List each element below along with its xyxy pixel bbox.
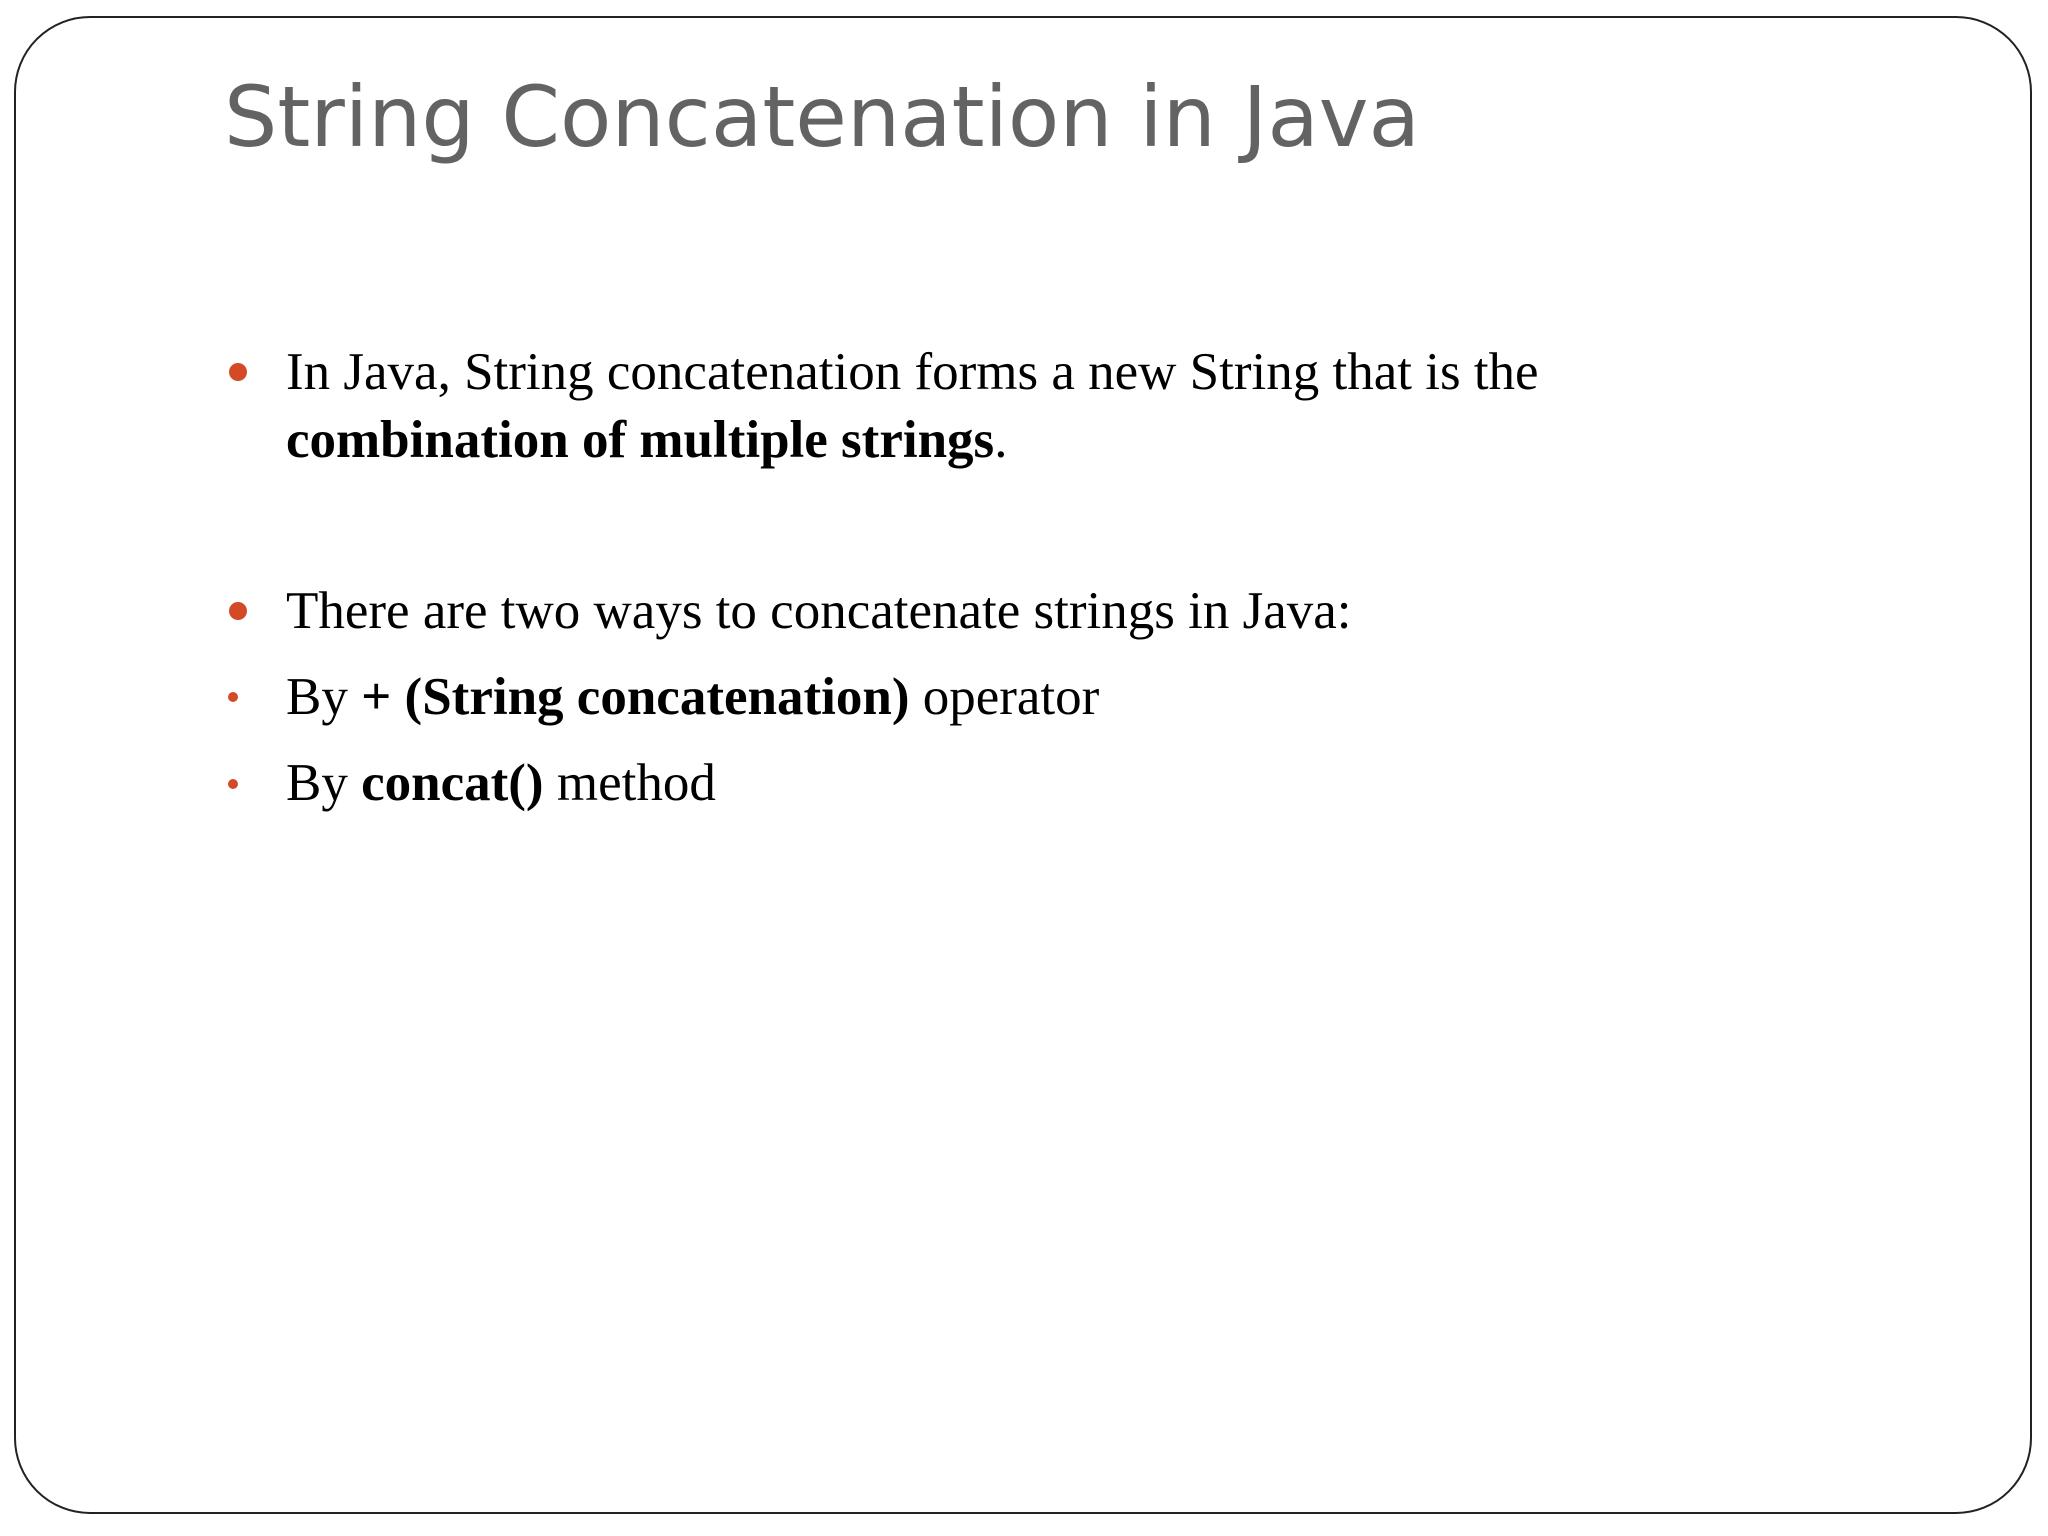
bullet-text: method <box>543 754 716 812</box>
sub-bullet-item-2 <box>286 749 716 817</box>
sub-bullet-item-1 <box>286 663 1099 731</box>
bullet-text: By <box>286 668 362 726</box>
bold-text: + (String concatenation) <box>361 668 910 726</box>
bullet-item-2 <box>286 577 1352 645</box>
bullet-icon <box>229 363 247 381</box>
bullet-icon <box>228 692 238 702</box>
bullet-line <box>286 406 1539 474</box>
bullet-text: There are two ways to concatenate strings in Java: <box>286 582 1352 640</box>
bold-text: concat() <box>361 754 544 812</box>
bullet-icon <box>229 602 247 620</box>
bullet-text: . <box>994 411 1008 469</box>
bold-text: combination of multiple strings <box>286 411 995 469</box>
bullet-line: In Java, String concatenation forms a new String that is the <box>286 343 1539 401</box>
bullet-text: By <box>286 754 362 812</box>
slide-title: String Concatenation in Java <box>224 68 1420 166</box>
bullet-text: operator <box>909 668 1100 726</box>
bullet-icon <box>228 779 238 789</box>
bullet-item-1 <box>286 338 1539 474</box>
